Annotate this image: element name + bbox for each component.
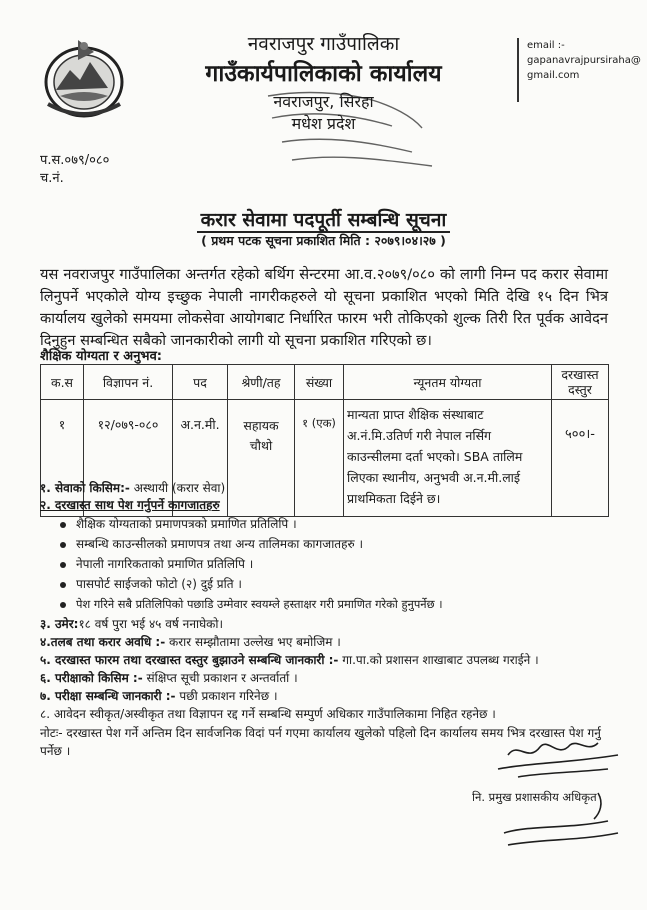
exam-type-label: ६. परीक्षाको किसिम :-	[40, 671, 143, 685]
age-requirement	[40, 616, 610, 634]
bullet-icon	[60, 522, 66, 528]
authority-clause: ८. आवेदन स्वीकृत/अस्वीकृत तथा विज्ञापन रद्द गर्ने सम्बन्धि सम्पुर्ण अधिकार गाउँपालिकामा निहित रहनेछ ।	[40, 707, 496, 721]
col-adv-no: विज्ञापन नं.	[84, 365, 173, 400]
patra-sankhya: प.स.०७९/०८०	[40, 153, 110, 168]
col-sn: क.स	[41, 365, 84, 400]
notice-title-text: करार सेवामा पदपूर्ती सम्बन्धि सूचना	[197, 209, 451, 233]
bullet-icon	[60, 562, 66, 568]
salary-term	[40, 634, 610, 652]
notice-intro: यस नवराजपुर गाउँपालिका अन्तर्गत रहेको बर्थिग सेन्टरमा आ.व.२०७९/०८० को लागी निम्न पद करार सेवामा लिनुपर्ने भएकोले योग्य इच्छुक नेपाली नागरीकहरुले यो सूचना प्रकाशित भएको मिति देखि १५ दिन भित्र कार्यालय खुलेको समयमा लोकसेवा आयोगबाट निर्धारित फारम भरी तोकिएको शुल्क तिरी रित पूर्वक आवेदन दिनुहुन सम्बन्धित सबैको जानकारीको लागी यो सूचना प्रकाशित गरिएको छ।	[40, 266, 608, 349]
chalani-number: च.नं.	[40, 171, 64, 186]
salary-value: करार सम्झौतामा उल्लेख भए बमोजिम ।	[165, 635, 341, 649]
list-item	[60, 576, 242, 594]
cell-level: सहायक चौथो	[228, 400, 295, 517]
exam-info-label: ७. परीक्षा सम्बन्धि जानकारी :-	[40, 689, 176, 703]
exam-type	[40, 670, 610, 688]
application-value: गा.पा.को प्रशासन शाखाबाट उपलब्ध गराईने ।	[338, 653, 539, 667]
age-value: १८ वर्ष पुरा भई ४५ वर्ष ननाघेको।	[78, 617, 224, 631]
cell-qualification: मान्यता प्राप्त शैक्षिक संस्थाबाट अ.नं.मि.उतिर्ण गरी नेपाल नर्सिग काउन्सीलमा दर्ता भएको। SBA तालिम लिएका स्थानीय, अनुभवी अ.न.मी.लाई प्राथमिकता दिईने छ।	[344, 400, 552, 517]
col-count: संख्या	[295, 365, 344, 400]
office-address: नवराजपुर, सिरहा	[273, 92, 374, 111]
exam-info-value: पछी प्रकाशन गरिनेछ ।	[175, 689, 278, 703]
document-item-text: शैक्षिक योग्यताको प्रमाणपत्रको प्रमाणित प्रतिलिपि ।	[76, 517, 297, 531]
list-item	[60, 596, 443, 614]
documents-heading: २. दरखास्त साथ पेश गर्नुपर्ने कागजातहरु	[40, 498, 220, 512]
cell-post: अ.न.मी.	[173, 400, 228, 517]
application-label: ५. दरखास्त फारम तथा दरखास्त दस्तुर बुझाउने सम्बन्धि जानकारी :-	[40, 653, 339, 667]
age-label: ३. उमेर:	[40, 617, 79, 631]
document-item-text: नेपाली नागरिकताको प्रमाणित प्रतिलिपि ।	[76, 557, 254, 571]
notice-title	[0, 206, 647, 232]
signatory-designation: नि. प्रमुख प्रशासकीय अधिकृत	[472, 790, 597, 804]
cell-sn: १	[41, 400, 84, 517]
publish-date: ( प्रथम पटक सूचना प्रकाशित मिति : २०७९।०४।२७ )	[201, 233, 446, 248]
office-stamp	[262, 88, 452, 170]
col-post: पद	[173, 365, 228, 400]
list-item	[60, 516, 297, 534]
salary-label: ४.तलब तथा करार अवधि :-	[40, 635, 166, 649]
cell-adv-no: १२/०७९-०८०	[84, 400, 173, 517]
document-item-text: सम्बन्धि काउन्सीलको प्रमाणपत्र तथा अन्य तालिमका कागजातहरु ।	[76, 537, 364, 551]
office-name: गाउँकार्यपालिकाको कार्यालय	[205, 61, 442, 87]
bullet-icon	[60, 602, 66, 608]
email-address-line1: gapanavrajpursiraha@	[527, 55, 641, 66]
email-label: email :-	[527, 40, 565, 51]
cell-count: १ (एक)	[295, 400, 344, 517]
col-level: श्रेणी/तह	[228, 365, 295, 400]
exam-info	[40, 688, 610, 706]
list-item	[60, 556, 253, 574]
application-info	[40, 652, 610, 670]
exam-type-value: संक्षिप्त सूची प्रकाशन र अन्तर्वार्ता ।	[142, 671, 298, 685]
list-item	[60, 536, 363, 554]
email-contact	[517, 38, 639, 102]
service-type	[40, 480, 610, 498]
municipality-name: नवराजपुर गाउँपालिका	[247, 33, 400, 55]
table-header-row	[41, 365, 609, 400]
bullet-icon	[60, 542, 66, 548]
cell-fee: ५००।-	[552, 400, 609, 517]
email-address-line2: gmail.com	[527, 70, 580, 81]
col-qualification: न्यूनतम योग्यता	[344, 365, 552, 400]
office-province: मधेश प्रदेश	[291, 114, 356, 133]
qualification-heading: शैक्षिक योग्यता र अनुभव:	[40, 349, 162, 364]
bullet-icon	[60, 582, 66, 588]
col-fee: दरखास्त दस्तुर	[552, 365, 609, 400]
document-item-text: पासपोर्ट साईजको फोटो (२) दुई प्रति ।	[76, 577, 242, 591]
document-item-text: पेश गरिने सबै प्रतिलिपिको पछाडि उम्मेवार स्वयम्ले हस्ताक्षर गरी प्रमाणित गरेको हुनुपर्नेछ ।	[76, 597, 443, 611]
service-type-label: १. सेवाको किसिम:-	[40, 481, 130, 495]
service-type-value: अस्थायी (करार सेवा)	[129, 481, 226, 495]
note: नोटः- दरखास्त पेश गर्ने अन्तिम दिन सार्वजनिक विदां पर्न गएमा कार्यालय खुलेको पहिलो दिन कार्यालय समय भित्र दरखास्त पेश गर्नु पर्नेछ ।	[40, 726, 601, 758]
